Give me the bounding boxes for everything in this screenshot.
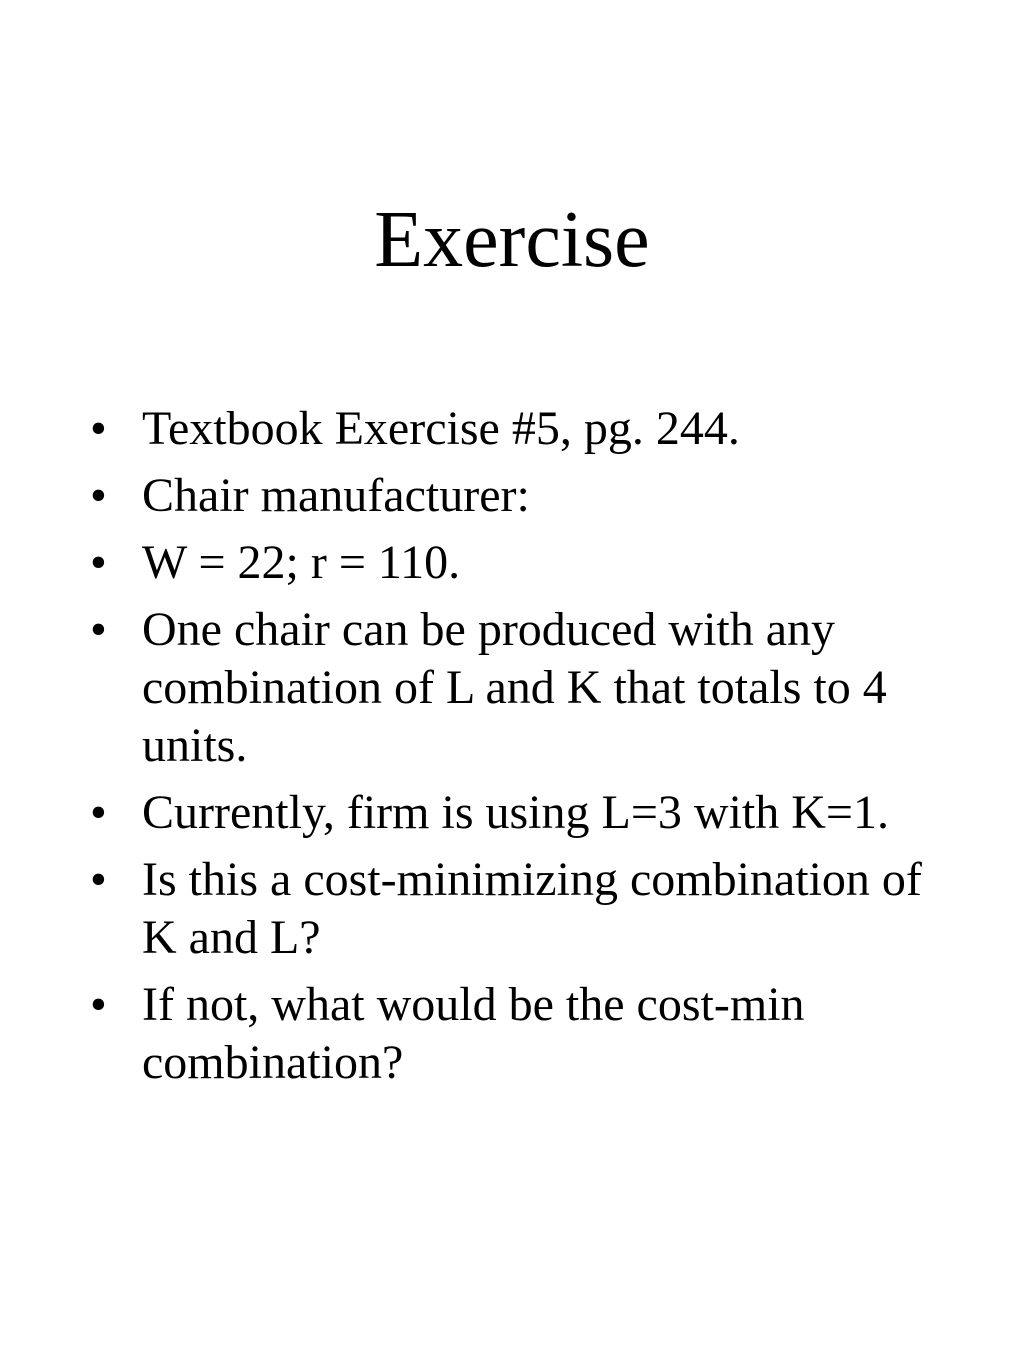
- slide-title: Exercise: [374, 196, 650, 284]
- bullet-marker: •: [90, 469, 107, 522]
- bullet-text-production-combination: One chair can be produced with any combination of L and K that totals to 4 units.: [142, 603, 887, 772]
- bullet-item: [90, 601, 950, 775]
- bullet-marker: •: [90, 536, 107, 589]
- bullet-marker: •: [90, 786, 107, 839]
- bullet-text-current-usage: Currently, firm is using L=3 with K=1.: [142, 786, 889, 839]
- bullet-text-cost-min-combination-question: If not, what would be the cost-min combination?: [142, 978, 805, 1089]
- bullet-list: [90, 400, 950, 1101]
- bullet-marker: •: [90, 978, 107, 1031]
- bullet-text-wage-rent: W = 22; r = 110.: [142, 536, 461, 589]
- bullet-text-textbook-exercise: Textbook Exercise #5, pg. 244.: [142, 402, 740, 455]
- bullet-item: [90, 534, 950, 592]
- bullet-item: [90, 467, 950, 525]
- bullet-marker: •: [90, 853, 107, 906]
- bullet-item: [90, 976, 950, 1092]
- bullet-item: [90, 851, 950, 967]
- bullet-item: [90, 784, 950, 842]
- bullet-item: [90, 400, 950, 458]
- bullet-marker: •: [90, 402, 107, 455]
- bullet-marker: •: [90, 603, 107, 656]
- bullet-text-chair-manufacturer: Chair manufacturer:: [142, 469, 530, 522]
- bullet-text-cost-minimizing-question: Is this a cost-minimizing combination of K and L?: [142, 853, 922, 964]
